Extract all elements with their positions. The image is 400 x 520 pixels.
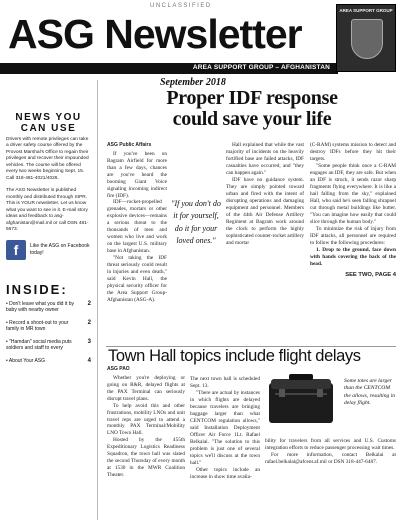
facebook-promo-text: Like the ASG on Facebook today!: [30, 243, 90, 256]
list-item[interactable]: • Record a shoot-out to your family in MR town 2: [6, 319, 91, 333]
subtitle-bar: [0, 63, 338, 74]
facebook-icon[interactable]: f: [6, 240, 26, 260]
facebook-promo[interactable]: [0, 240, 97, 260]
article1-headline: Proper IDF response could save your life: [166, 87, 338, 130]
article1-col1: ASG Public Affairs If you've been on Bagram Airfield for more than a few days, chances are you've heard the booming Giant Voice signaling incoming indirect fire (IDF). IDF—rocket-propelled grenades, mortars or other explosive devices—remains a serious threat to the thousands of men and women who live and work on the largest U.S. military base in Afghanistan. "Not taking the IDF threat seriously could result in injuries and even death," said Kevin Hall, the physical security officer for the Area Support Group-Afghanistan (ASG-A).: [107, 142, 167, 304]
shield-icon: [351, 19, 383, 59]
storage-case-icon: [265, 373, 337, 429]
inside-heading: INSIDE:: [6, 281, 68, 297]
article2-col2: The next town hall is scheduled Sept. 13. "There are actual by instances in which flights are delayed because travelers are bringing baggage larger than what CENTCOM regulation allows," said Installation Deployment Officer Air Force 1Lt. Rafael Belkalai. "The solution to this problem is just one of several topics we'll discuss at the town hall." Other topics include an increase in show time availa-: [190, 376, 260, 480]
article2-byline: ASG PAO: [107, 366, 130, 372]
masthead: [0, 0, 400, 75]
sidebar-heading-line1: NEWS YOU: [15, 112, 82, 123]
unit-seal-logo: [336, 4, 396, 72]
article1-continued-link[interactable]: SEE TWO, PAGE 4: [345, 271, 396, 278]
photo-caption: Some totes are larger than the CENTCOM the allows, resulting in delay flight.: [344, 378, 396, 406]
article2-col1: ASG PAO Whether you're deploying or going on R&R, delayed flights at the PAX Terminal can seriously disrupt travel plans. To help avoid this and other frustrations, mobility LNOs and unit travel reps are urged to attend a monthly PAX Terminal/Mobility LNO Town Hall. Hosted by the 455th Expeditionary Logistics Readiness Squadron, the town hall was slated the second Thursday of every month at 1530 in the MWR Coalition Theater.: [107, 366, 185, 479]
newsletter-subtitle: AREA SUPPORT GROUP – AFGHANISTAN: [192, 64, 330, 71]
seal-text: AREA SUPPORT GROUP: [339, 8, 393, 13]
newsletter-title: ASG Newsletter: [8, 11, 302, 57]
article2-headline: Town Hall topics include flight delays: [108, 347, 361, 365]
article1-col2: Hall explained that while the vast majority of incidents on the heavily fortified base are failed attacks, IDF casualties have occurred, and "they can happen again." IDF have no guidance system. They are simply pointed toward urban and fired with the intent of disrupting operations and damaging equipment and personnel. Members of the 44th Air Defense Artillery Regiment at Bagram work around the clock to perform the highly sophisticated counter-rocket artillery and mortar: [226, 142, 304, 246]
classification-label: UNCLASSIFIED: [150, 3, 212, 9]
issue-date: September 2018: [160, 77, 226, 88]
sidebar-heading-line2: CAN USE: [20, 122, 77, 134]
article1-byline: ASG Public Affairs: [107, 142, 152, 148]
list-item[interactable]: • About Your ASG 4: [6, 357, 91, 364]
article1-col3: (C-RAM) systems mission to detect and destroy IDFs before they hit their targets. "Some people think once a C-RAM engages an IDF, they are safe. But when an IDF is struck, it sends razor sharp fragments flying everywhere. It is like a hail falling from the sky," explained Hall, who said he's seen falling shrapnel cut through metal buildings like butter. "You can imagine how easily that could slice through the human body." To minimize the risk of injury from IDF attacks, all personnel are required to follow the following procedures: 1. Drop to the ground, face down with hands covering the back of the head. SEE TWO, PAGE 4: [310, 142, 396, 278]
sidebar-driver-course: Drivers with remote privileges can take a driver safety course offered by the Provost Marshal's Office to regain their privileges and recover their impounded vehicles. The course will be offered every two weeks beginning Sept. 15. Call 318-481-4021/4026.: [6, 137, 89, 181]
sidebar: [0, 80, 98, 520]
article2-col3: bility for travelers from all services and U.S. Customs integration efforts to reduce passenger processing wait times. For more information, contact Belkalai at rafael.belkalai@afcent.af.mil or DSN 318-447-6487.: [265, 438, 396, 465]
inside-list: [0, 301, 97, 366]
list-item[interactable]: • "Hamdan" social media puts soldiers and staff to every 3: [6, 338, 91, 352]
sidebar-newsletter-info: The ASG Newsletter is published monthly and distributed through SIPR. This is YOUR newsletter. Let us know what you want to see in it. E-mail story ideas and feedback to asg-afghanistan@mail.mil or call DSN 481-6673.: [6, 188, 89, 233]
article1-pull-quote: "If you don't do it for yourself, do it for your loved ones.": [171, 199, 221, 246]
list-item[interactable]: • Don't leave what you did it by baby with nearby owner 2: [6, 300, 91, 314]
